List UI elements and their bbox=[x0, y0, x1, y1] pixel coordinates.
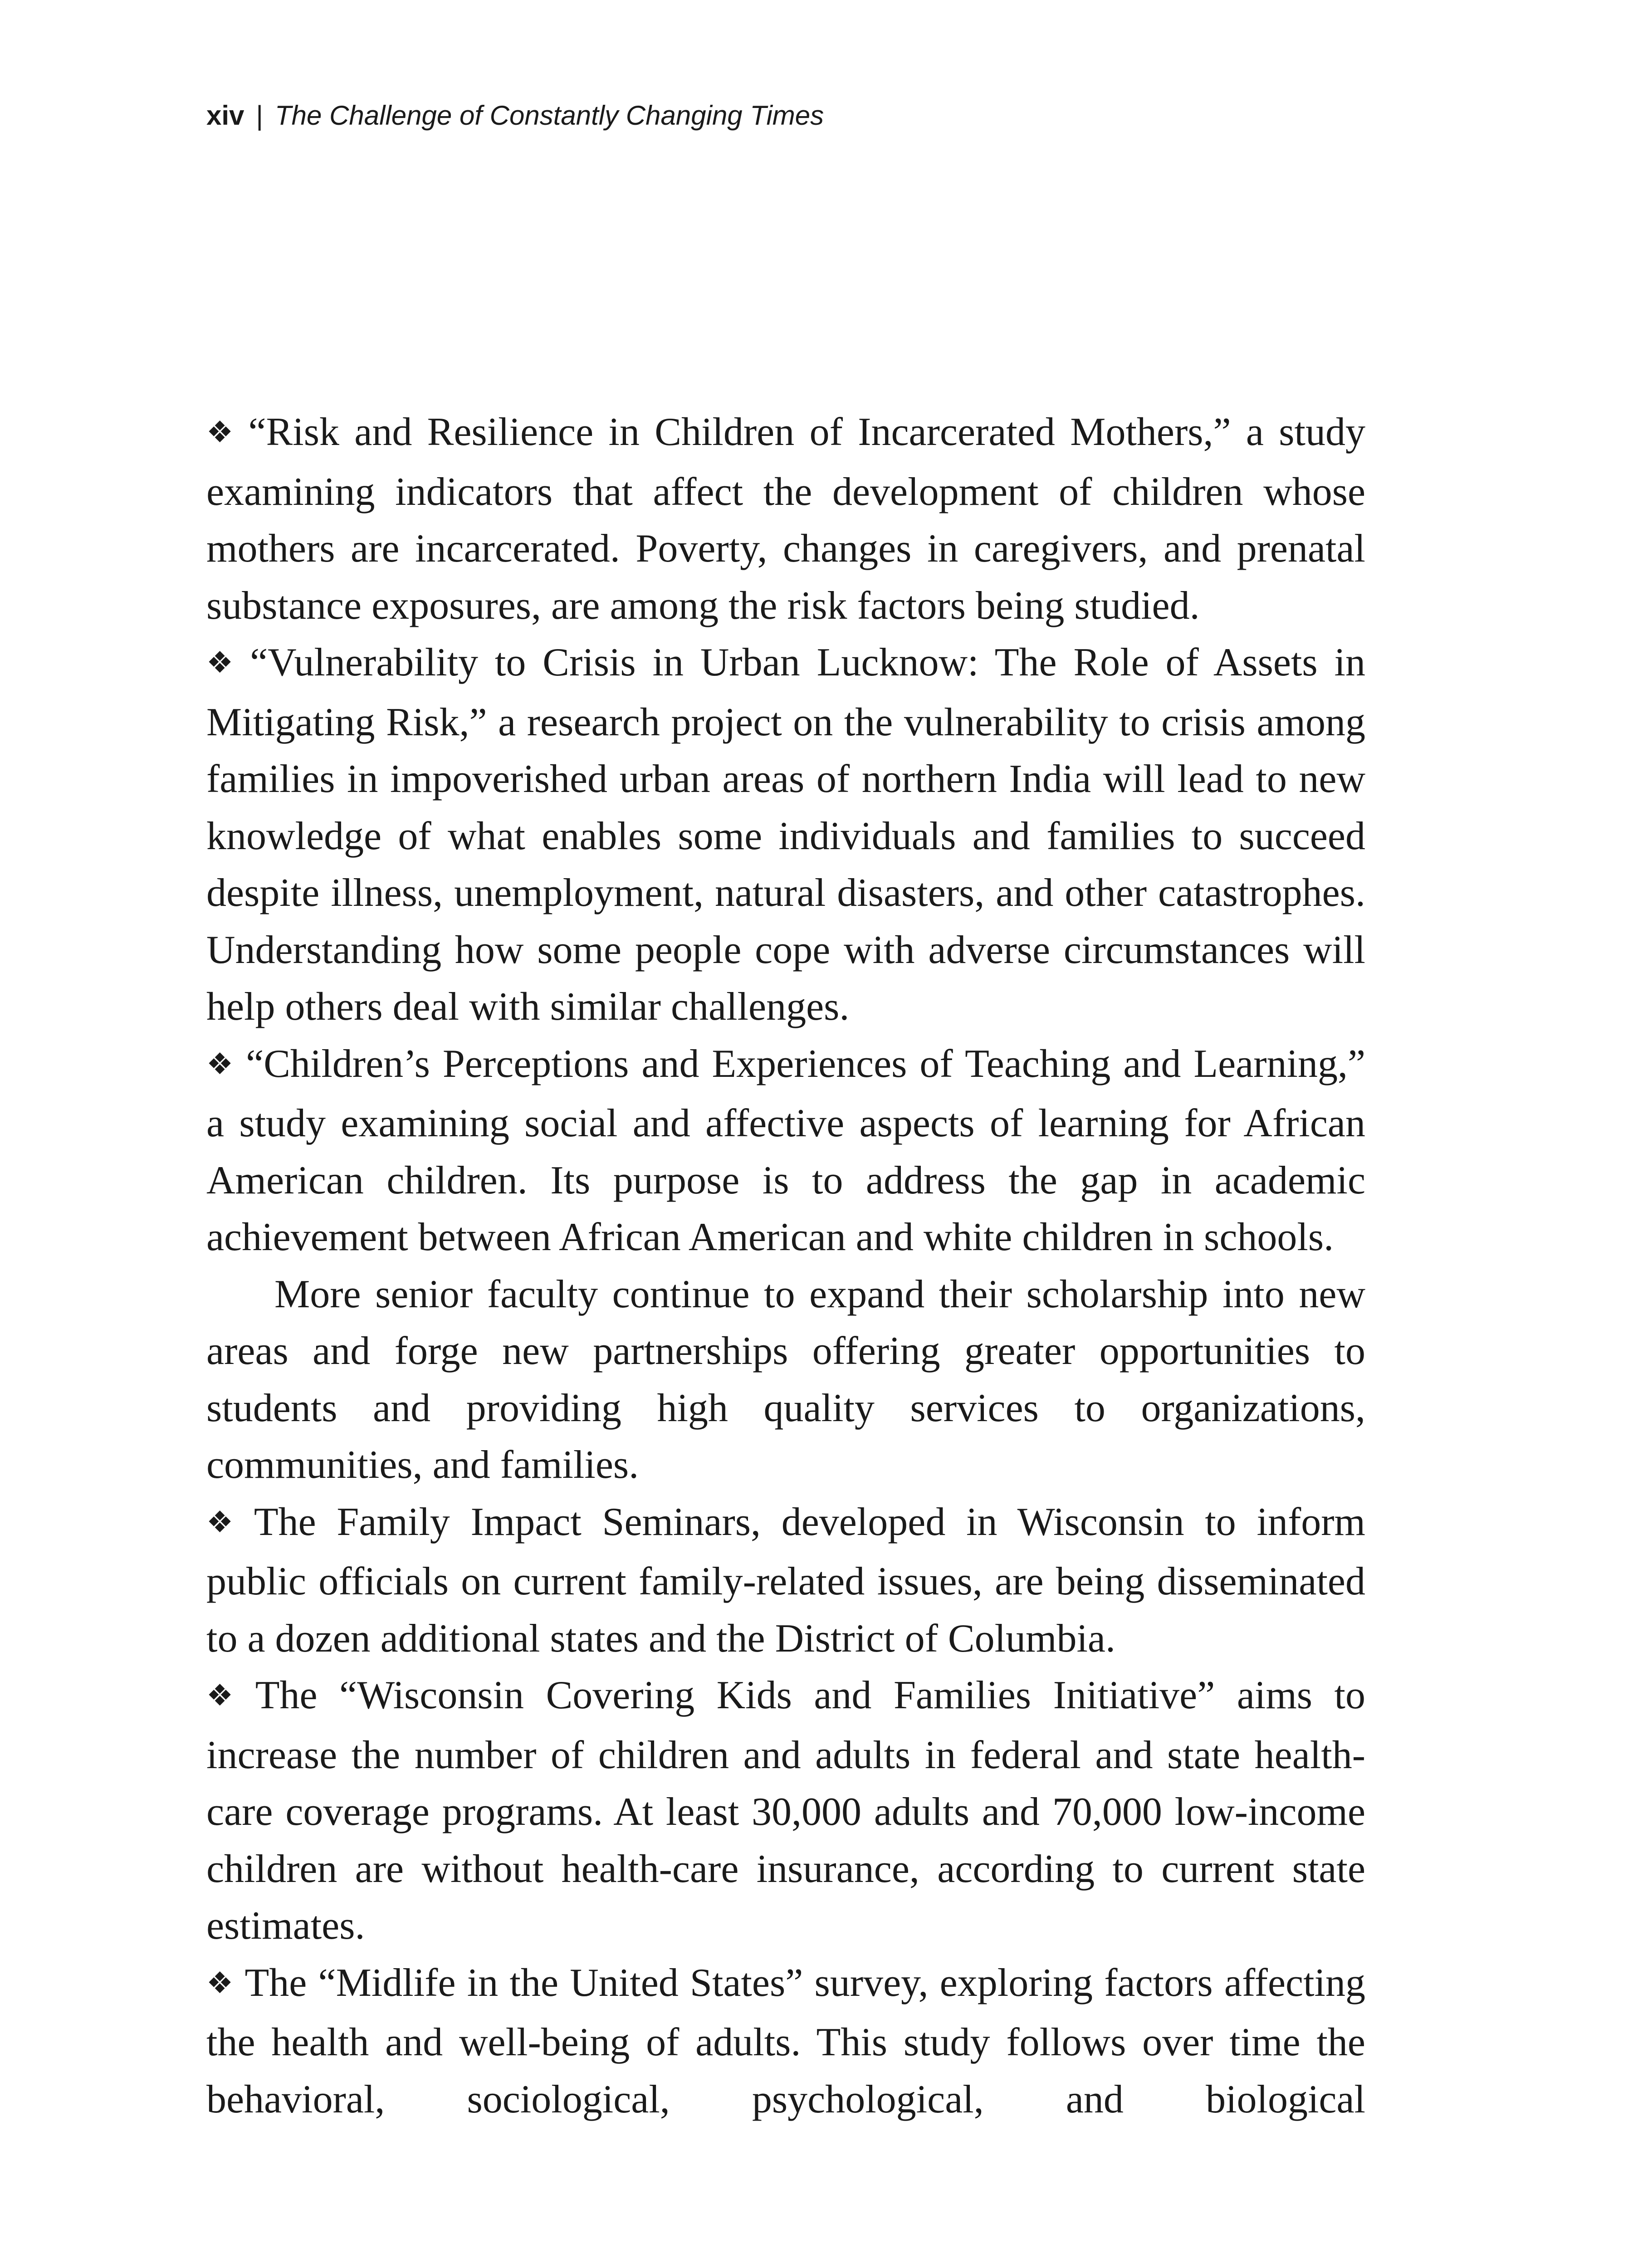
diamond-bullet-icon: ❖ bbox=[206, 1504, 244, 1540]
diamond-bullet-icon: ❖ bbox=[206, 1046, 236, 1081]
page-number: xiv bbox=[206, 100, 244, 131]
running-head-title: The Challenge of Constantly Changing Times bbox=[275, 100, 824, 131]
body-text bbox=[206, 404, 1365, 2128]
bullet-item-covering-kids bbox=[206, 1667, 1365, 1955]
bullet-text: The Family Impact Seminars, developed in Wisconsin to inform public officials on current family-related issues, are being disseminated to a dozen additional states and the District of Columbia. bbox=[206, 1500, 1365, 1661]
bullet-item-childrens-perceptions bbox=[206, 1036, 1365, 1266]
bullet-text: The “Midlife in the United States” survey, exploring factors affecting the health and well-being of adults. This study follows over time the behavioral, sociological, psychological, and biological bbox=[206, 1960, 1365, 2121]
bullet-item-urban-lucknow bbox=[206, 634, 1365, 1036]
bullet-text: The “Wisconsin Covering Kids and Families Initiative” aims to increase the number of children and adults in federal and state health-care coverage programs. At least 30,000 adults and 70,000 low-income children are without health-care insurance, according to current state estimates. bbox=[206, 1673, 1365, 1948]
bullet-item-risk-resilience bbox=[206, 404, 1365, 634]
bullet-text: “Risk and Resilience in Children of Incarcerated Mothers,” a study examining indicators that affect the development of children whose mothers are incarcerated. Poverty, changes in caregivers, and prenatal substance exposures, are among the risk factors being studied. bbox=[206, 410, 1365, 628]
bullet-text: “Vulnerability to Crisis in Urban Lucknow: The Role of Assets in Mitigating Risk,” a research project on the vulnerability to crisis among families in impoverished urban areas of northern India will lead to new knowledge of what enables some individuals and families to succeed despite illness, unemployment, natural disasters, and other catastrophes. Understanding how some people cope with adverse circumstances will help others deal with similar challenges. bbox=[206, 640, 1365, 1029]
running-head bbox=[206, 95, 824, 136]
diamond-bullet-icon: ❖ bbox=[206, 415, 239, 450]
diamond-bullet-icon: ❖ bbox=[206, 645, 240, 680]
bullet-item-midlife-survey bbox=[206, 1955, 1365, 2128]
diamond-bullet-icon: ❖ bbox=[206, 1965, 235, 2000]
diamond-bullet-icon: ❖ bbox=[206, 1678, 245, 1713]
bullet-text: “Children’s Perceptions and Experiences of Teaching and Learning,” a study examining social and affective aspects of learning for African American children. Its purpose is to address the gap in academic achievement between African American and white children in schools. bbox=[206, 1041, 1366, 1259]
senior-faculty-paragraph: More senior faculty continue to expand their scholarship into new areas and forge new partnerships offering greater opportunities to students and providing high quality services to organizations, communities, and families. bbox=[206, 1272, 1365, 1487]
bullet-item-family-impact-seminars bbox=[206, 1494, 1365, 1667]
running-head-separator: | bbox=[256, 100, 264, 131]
